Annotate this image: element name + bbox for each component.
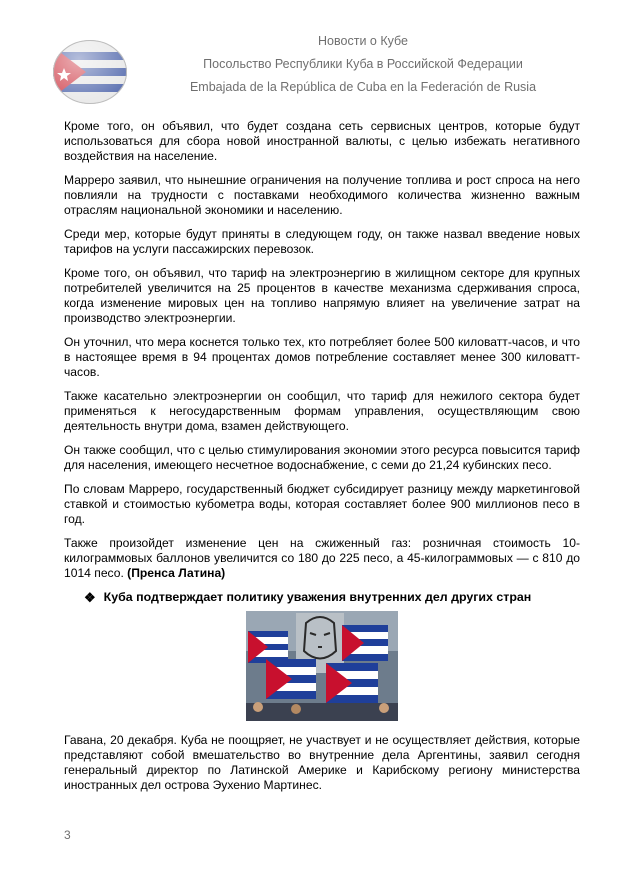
paragraph: Кроме того, он объявил, что тариф на электроэнергию в жилищном секторе для крупных потребителей увеличится на 25 процентов в качестве механизма сдерживания спроса, когда изменение мировых цен на топливо напрямую влияет на увеличение затрат на производство электроэнергии. xyxy=(64,266,580,325)
article-paragraph: Гавана, 20 декабря. Куба не поощряет, не участвует и не осуществляет действия, которые представляют собой вмешательство во внутренние дела Аргентины, заявил сегодня генеральный директор по Латинской Америке и Карибскому региону министерства иностранных дел острова Эухенио Мартинес. xyxy=(64,733,580,792)
source-credit: (Пренса Латина) xyxy=(127,566,226,580)
cuban-flags-photo xyxy=(246,611,398,721)
header-title: Новости о Кубе xyxy=(318,34,408,48)
four-diamond-bullet-icon: ❖ xyxy=(84,590,96,605)
cuban-flag-logo xyxy=(52,38,128,106)
header-embassy-ru: Посольство Республики Куба в Российской Федерации xyxy=(203,57,523,71)
paragraph: Среди мер, которые будут приняты в следующем году, он также назвал введение новых тарифов на услуги пассажирских перевозок. xyxy=(64,227,580,256)
paragraph-gas-prices xyxy=(64,536,580,581)
paragraph: Он также сообщил, что с целью стимулирования экономии этого ресурса повысится тариф для населения, имеющего несчетное водоснабжение, с семи до 21,24 кубинских песо. xyxy=(64,443,580,472)
paragraph: Марреро заявил, что нынешние ограничения на получение топлива и рост спроса на него повлияли на трудности с поставками необходимого количества жизненно важным отраслям национальной экономики и населению. xyxy=(64,173,580,217)
page-number: 3 xyxy=(64,828,71,842)
header-embassy-es: Embajada de la República de Cuba en la Federación de Rusia xyxy=(189,80,537,94)
article-body xyxy=(64,119,580,802)
paragraph: Также касательно электроэнергии он сообщил, что тариф для нежилого сектора будет применяться к негосударственным формам управления, осуществляющим свою деятельность внутри дома, взамен действующего. xyxy=(64,389,580,433)
section-heading xyxy=(84,590,580,605)
section-heading-text: Куба подтверждает политику уважения внутренних дел других стран xyxy=(103,590,532,604)
paragraph: Кроме того, он объявил, что будет создана сеть сервисных центров, которые будут использоваться для сбора новой иностранной валюты, с целью избежать негативного воздействия на население. xyxy=(64,119,580,163)
page-header xyxy=(0,0,626,110)
paragraph: По словам Марреро, государственный бюджет субсидирует разницу между маркетинговой ставкой и стоимостью кубометра воды, которая составляет более 900 миллионов песо в год. xyxy=(64,482,580,526)
paragraph-text: Также произойдет изменение цен на сжиженный газ: розничная стоимость 10-килограммовых баллонов увеличится со 180 до 225 песо, а 45-килограммовых — с 810 до 1014 песо. xyxy=(64,536,580,580)
paragraph: Он уточнил, что мера коснется только тех, кто потребляет более 500 киловатт-часов, и что в настоящее время в 94 процентах домов потребление составляет менее 300 киловатт-часов. xyxy=(64,335,580,379)
